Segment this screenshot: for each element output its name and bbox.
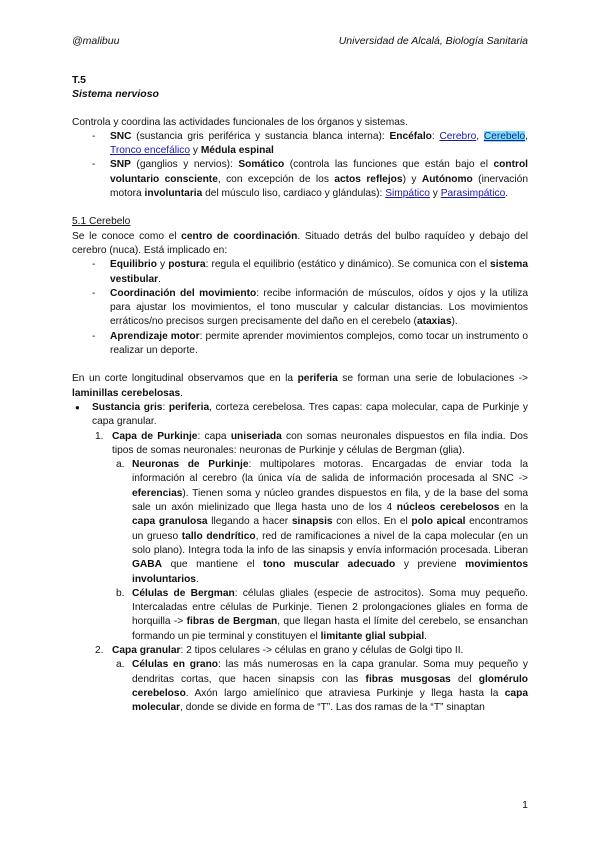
corte-paragraph: En un corte longitudinal observamos que en la periferia se forman una serie de lobulaciones -> laminillas cerebelosas. — [72, 373, 528, 399]
link-simpatico[interactable]: Simpático — [385, 188, 430, 200]
list-item-snc: - SNC (sustancia gris periférica y sustancia blanca interna): Encéfalo: Cerebro, Cerebelo, Tronco encefálico y Médula espinal — [72, 130, 528, 159]
purkinje-sublist — [112, 458, 528, 644]
list-item: - Aprendizaje motor: permite aprender movimientos complejos, como tocar un instrumento o realizar un deporte. — [72, 330, 528, 359]
topic-title: Sistema nervioso — [72, 88, 159, 101]
list-item-snp: - SNP (ganglios y nervios): Somático (controla las funciones que están bajo el control voluntario consciente, con excepción de los actos reflejos) y Autónomo (inervación motora involuntaria del músculo liso, cardiaco y glándulas): Simpático y Parasimpático. — [72, 158, 528, 201]
granular-sublist — [112, 658, 528, 715]
layers-list — [92, 430, 528, 716]
section-heading: 5.1 Cerebelo — [72, 216, 131, 228]
link-tronco-encefalico[interactable]: Tronco encefálico — [110, 145, 191, 157]
list-item: - Equilibrio y postura: regula el equilibrio (estático y dinámico). Se comunica con el sistema vestibular. — [72, 258, 528, 287]
list-item-sustancia-gris: ● Sustancia gris: periferia, corteza cerebelosa. Tres capas: capa molecular, capa de Purkinje y capa granular. 1. Capa de Purkinje: capa uniseriada con somas neuronales dispuestos en fila india. Dos tipos de somas neuronales: neuronas de Purkinje y células de Bergman (glia). a. Neuronas de Purkinje: multipolares motoras. Encargadas de enviar toda la información al cerebro (la única vía de salida de información procesada al SNC -> eferencias). Tienen soma y núcleo grandes dispuestos en fila, y de la base del soma sale un axón mielinizado que llega hasta uno de los 4 núcleos cerebelosos en la capa granulosa llegando a hacer sinapsis con ellos. En el polo apical encontramos un grueso tallo dendrítico, red de ramificaciones a nivel de la capa molecular (en un solo plano). Integra toda la info de las sinapsis y envía información procesada. Liberan GABA que mantiene el tono muscular adecuado y previene movimientos involuntarios. b. Células de Bergman: células gliales (especie de astrocitos). Soma muy pequeño. Intercaladas entre células de Purkinje. Tienen 2 prolongaciones gliales en forma de horquilla -> fibras de Bergman, que llegan hasta el límite del cerebelo, se ensanchan formando un pie terminal y constituyen el limitante glial subpial. 2. Capa granular: 2 tipos celulares -> células en grano y células de Golgi tipo II. a. Células en grano: las más numerosas en la capa granular. Soma muy pequeño y dendritas cortas, que hacen sinapsis con las fibras musgosas del glomérulo cerebeloso. Axón largo amielínico que atraviesa Purkinje y llega hasta la capa molecular, donde se divide en forma de “T”. Las dos ramas de la “T” sinaptan — [72, 401, 528, 716]
list-item-neuronas-purkinje: a. Neuronas de Purkinje: multipolares motoras. Encargadas de enviar toda la información al cerebro (la única vía de salida de información procesada al SNC -> eferencias). Tienen soma y núcleo grandes dispuestos en fila, y de la base del soma sale un axón mielinizado que llega hasta uno de los 4 núcleos cerebelosos en la capa granulosa llegando a hacer sinapsis con ellos. En el polo apical encontramos un grueso tallo dendrítico, red de ramificaciones a nivel de la capa molecular (en un solo plano). Integra toda la info de las sinapsis y envía información procesada. Liberan GABA que mantiene el tono muscular adecuado y previene movimientos involuntarios. — [116, 459, 529, 585]
intro-paragraph: Controla y coordina las actividades funcionales de los órganos y sistemas. — [72, 116, 408, 128]
bullet-list — [72, 401, 528, 716]
page-number: 1 — [522, 799, 528, 811]
cerebelo-intro: Se le conoce como el centro de coordinación. Situado detrás del bulbo raquídeo y debajo del cerebro (nuca). Está implicado en: — [72, 230, 528, 256]
document-body — [72, 73, 528, 715]
link-parasimpatico[interactable]: Parasimpático — [440, 188, 506, 200]
functions-list — [72, 258, 528, 358]
list-item-capa-purkinje: 1. Capa de Purkinje: capa uniseriada con somas neuronales dispuestos en fila india. Dos tipos de somas neuronales: neuronas de Purkinje y células de Bergman (glia). a. Neuronas de Purkinje: multipolares motoras. Encargadas de enviar toda la información al cerebro (la única vía de salida de información procesada al SNC -> eferencias). Tienen soma y núcleo grandes dispuestos en fila, y de la base del soma sale un axón mielinizado que llega hasta uno de los 4 núcleos cerebelosos en la capa granulosa llegando a hacer sinapsis con ellos. En el polo apical encontramos un grueso tallo dendrítico, red de ramificaciones a nivel de la capa molecular (en un solo plano). Integra toda la info de las sinapsis y envía información procesada. Liberan GABA que mantiene el tono muscular adecuado y previene movimientos involuntarios. b. Células de Bergman: células gliales (especie de astrocitos). Soma muy pequeño. Intercaladas entre células de Purkinje. Tienen 2 prolongaciones gliales en forma de horquilla -> fibras de Bergman, que llegan hasta el límite del cerebelo, se ensanchan formando un pie terminal y constituyen el limitante glial subpial. — [92, 430, 528, 644]
link-cerebro[interactable]: Cerebro — [439, 130, 477, 142]
link-cerebelo[interactable]: Cerebelo — [483, 130, 526, 142]
nervous-system-list — [72, 130, 528, 201]
list-item-celulas-grano: a. Células en grano: las más numerosas en la capa granular. Soma muy pequeño y dendritas cortas, que hacen sinapsis con las fibras musgosas del glomérulo cerebeloso. Axón largo amielínico que atraviesa Purkinje y llega hasta la capa molecular, donde se divide en forma de “T”. Las dos ramas de la “T” sinaptan — [116, 659, 528, 714]
header-university: Universidad de Alcalá, Biología Sanitaria — [338, 35, 528, 47]
list-item: - Coordinación del movimiento: recibe información de músculos, oídos y ojos y la utiliza para ajustar los movimientos, el tono muscular y calcular distancias. Los movimientos erráticos/no precisos surgen precisamente del daño en el cerebelo (ataxias). — [72, 287, 528, 330]
topic-number: T.5 — [72, 74, 87, 86]
header-author: @malibuu — [72, 35, 120, 47]
list-item-capa-granular: 2. Capa granular: 2 tipos celulares -> células en grano y células de Golgi tipo II. a. Células en grano: las más numerosas en la capa granular. Soma muy pequeño y dendritas cortas, que hacen sinapsis con las fibras musgosas del glomérulo cerebeloso. Axón largo amielínico que atraviesa Purkinje y llega hasta la capa molecular, donde se divide en forma de “T”. Las dos ramas de la “T” sinaptan — [92, 644, 528, 715]
list-item-celulas-bergman: b. Células de Bergman: células gliales (especie de astrocitos). Soma muy pequeño. Intercaladas entre células de Purkinje. Tienen 2 prolongaciones gliales en forma de horquilla -> fibras de Bergman, que llegan hasta el límite del cerebelo, se ensanchan formando un pie terminal y constituyen el limitante glial subpial. — [116, 587, 529, 642]
